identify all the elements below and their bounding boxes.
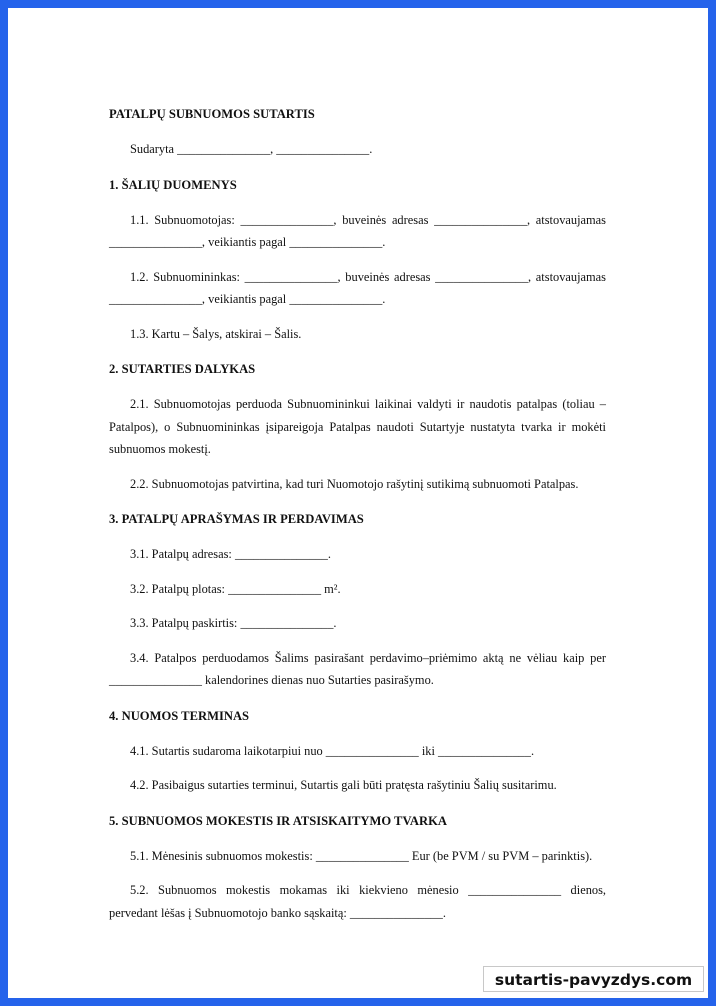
clause: 4.1. Sutartis sudaroma laikotarpiui nuo _______________ iki _______________. xyxy=(130,743,535,758)
document-title: PATALPŲ SUBNUOMOS SUTARTIS xyxy=(109,107,315,121)
clause: 2.2. Subnuomotojas patvirtina, kad turi Nuomotojo rašytinį sutikimą subnuomoti Patalpas. xyxy=(130,476,579,491)
clause: 4.2. Pasibaigus sutarties terminui, Sutartis gali būti pratęsta rašytiniu Šalių susitarimu. xyxy=(130,778,557,792)
clause: 2.1. Subnuomotojas perduoda Subnuomininkui laikinai valdyti ir naudotis patalpas (toliau – Patalpos), o Subnuomininkas įsipareigoja Patalpas naudoti Sutartyje nustatyta tvarka ir mokėti subnuomos mokestį. xyxy=(109,397,606,456)
clause: 1.2. Subnuomininkas: _______________, buveinės adresas _______________, atstovaujamas _______________, veikiantis pagal _______________. xyxy=(109,269,606,306)
clause: 3.3. Patalpų paskirtis: _______________. xyxy=(130,616,337,630)
document-page xyxy=(8,8,708,998)
watermark-label: sutartis-pavyzdys.com xyxy=(483,966,704,992)
clause: 1.1. Subnuomotojas: _______________, buveinės adresas _______________, atstovaujamas _______________, veikiantis pagal _______________. xyxy=(109,212,606,249)
made-line: Sudaryta _______________, _______________. xyxy=(130,142,373,156)
clause: 3.4. Patalpos perduodamos Šalims pasirašant perdavimo–priėmimo aktą ne vėliau kaip per _______________ kalendorines dienas nuo Sutarties pasirašymo. xyxy=(109,650,606,687)
clause: 3.1. Patalpų adresas: _______________. xyxy=(130,547,331,561)
section-heading: 1. ŠALIŲ DUOMENYS xyxy=(109,177,237,192)
section-heading: 4. NUOMOS TERMINAS xyxy=(109,708,250,723)
clause: 5.2. Subnuomos mokestis mokamas iki kiekvieno mėnesio _______________ dienos, pervedant lėšas į Subnuomotojo banko sąskaitą: _______________. xyxy=(109,883,606,920)
section-heading: 5. SUBNUOMOS MOKESTIS IR ATSISKAITYMO TVARKA xyxy=(109,813,448,828)
clause: 3.2. Patalpų plotas: _______________ m². xyxy=(130,581,341,596)
section-heading: 2. SUTARTIES DALYKAS xyxy=(109,362,256,376)
document-body xyxy=(109,104,606,924)
section-heading: 3. PATALPŲ APRAŠYMAS IR PERDAVIMAS xyxy=(109,512,364,526)
clause: 1.3. Kartu – Šalys, atskirai – Šalis. xyxy=(130,326,302,341)
clause: 5.1. Mėnesinis subnuomos mokestis: _______________ Eur (be PVM / su PVM – parinktis). xyxy=(130,848,593,863)
